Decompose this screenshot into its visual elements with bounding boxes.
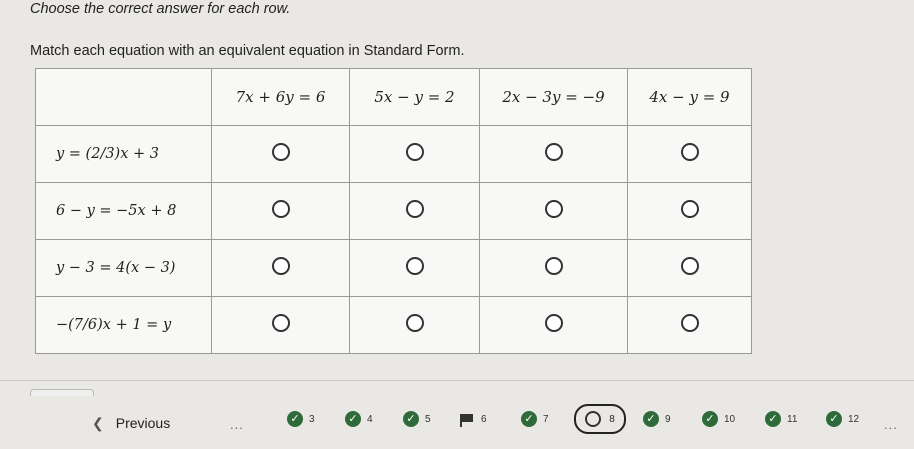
collapse-handle[interactable]	[30, 389, 94, 396]
radio-option[interactable]	[272, 143, 290, 161]
answer-cell	[628, 183, 752, 240]
column-header: 7x + 6y = 6	[212, 69, 350, 126]
instruction-text: Choose the correct answer for each row.	[30, 1, 291, 17]
previous-label: Previous	[115, 415, 171, 431]
table-row	[36, 297, 752, 354]
flag-icon	[460, 414, 473, 425]
question-number: 8	[609, 413, 615, 425]
answer-cell	[350, 183, 480, 240]
answer-cell	[628, 297, 752, 354]
chevron-left-icon: ❮	[92, 415, 104, 431]
question-8-current[interactable]	[574, 404, 626, 434]
question-3[interactable]	[287, 410, 315, 428]
answer-cell	[480, 297, 628, 354]
column-header: 5x − y = 2	[350, 69, 480, 126]
radio-option[interactable]	[545, 143, 563, 161]
question-number: 7	[543, 413, 549, 425]
question-6[interactable]	[460, 410, 487, 428]
radio-option[interactable]	[681, 314, 699, 332]
table-row	[36, 126, 752, 183]
question-number: 6	[481, 413, 487, 425]
check-icon: ✓	[702, 411, 718, 427]
table-row	[36, 183, 752, 240]
answer-cell	[212, 183, 350, 240]
column-header: 2x − 3y = −9	[480, 69, 628, 126]
question-prompt: Match each equation with an equivalent equation in Standard Form.	[30, 43, 465, 59]
question-number: 11	[787, 413, 798, 425]
check-icon: ✓	[345, 411, 361, 427]
radio-option[interactable]	[406, 200, 424, 218]
answer-cell	[212, 240, 350, 297]
radio-option[interactable]	[545, 200, 563, 218]
check-icon: ✓	[287, 411, 303, 427]
question-number: 12	[848, 413, 860, 425]
radio-option[interactable]	[545, 257, 563, 275]
check-icon: ✓	[765, 411, 781, 427]
question-number: 9	[665, 413, 671, 425]
question-4[interactable]	[345, 410, 373, 428]
row-label: −(7/6)x + 1 = y	[36, 297, 212, 354]
answer-cell	[212, 297, 350, 354]
question-number: 4	[367, 413, 373, 425]
question-number: 5	[425, 413, 431, 425]
column-header: 4x − y = 9	[628, 69, 752, 126]
answer-cell	[480, 183, 628, 240]
question-11[interactable]	[765, 410, 797, 428]
radio-option[interactable]	[406, 143, 424, 161]
row-label: y = (2/3)x + 3	[36, 126, 212, 183]
question-9[interactable]	[643, 410, 671, 428]
radio-option[interactable]	[272, 314, 290, 332]
radio-option[interactable]	[272, 200, 290, 218]
answer-cell	[628, 240, 752, 297]
answer-cell	[212, 126, 350, 183]
radio-option[interactable]	[272, 257, 290, 275]
answer-cell	[350, 240, 480, 297]
question-12[interactable]	[826, 410, 859, 428]
ellipsis-right[interactable]: ...	[884, 417, 898, 432]
answer-cell	[350, 126, 480, 183]
answer-cell	[350, 297, 480, 354]
check-icon: ✓	[403, 411, 419, 427]
unanswered-icon	[585, 411, 601, 427]
question-5[interactable]	[403, 410, 431, 428]
table-row	[36, 240, 752, 297]
check-icon: ✓	[826, 411, 842, 427]
question-7[interactable]	[521, 410, 549, 428]
radio-option[interactable]	[681, 200, 699, 218]
check-icon: ✓	[643, 411, 659, 427]
radio-option[interactable]	[406, 257, 424, 275]
radio-option[interactable]	[406, 314, 424, 332]
question-number: 3	[309, 413, 315, 425]
question-10[interactable]	[702, 410, 735, 428]
ellipsis-left[interactable]: ...	[230, 417, 244, 432]
answer-cell	[480, 240, 628, 297]
answer-cell	[480, 126, 628, 183]
row-label: y − 3 = 4(x − 3)	[36, 240, 212, 297]
corner-cell	[36, 69, 212, 126]
question-number: 10	[724, 413, 736, 425]
row-label: 6 − y = −5x + 8	[36, 183, 212, 240]
radio-option[interactable]	[681, 257, 699, 275]
check-icon: ✓	[521, 411, 537, 427]
radio-option[interactable]	[681, 143, 699, 161]
radio-option[interactable]	[545, 314, 563, 332]
answer-cell	[628, 126, 752, 183]
question-navigation	[0, 381, 914, 449]
matching-table	[35, 68, 752, 354]
previous-button[interactable]	[92, 415, 170, 432]
